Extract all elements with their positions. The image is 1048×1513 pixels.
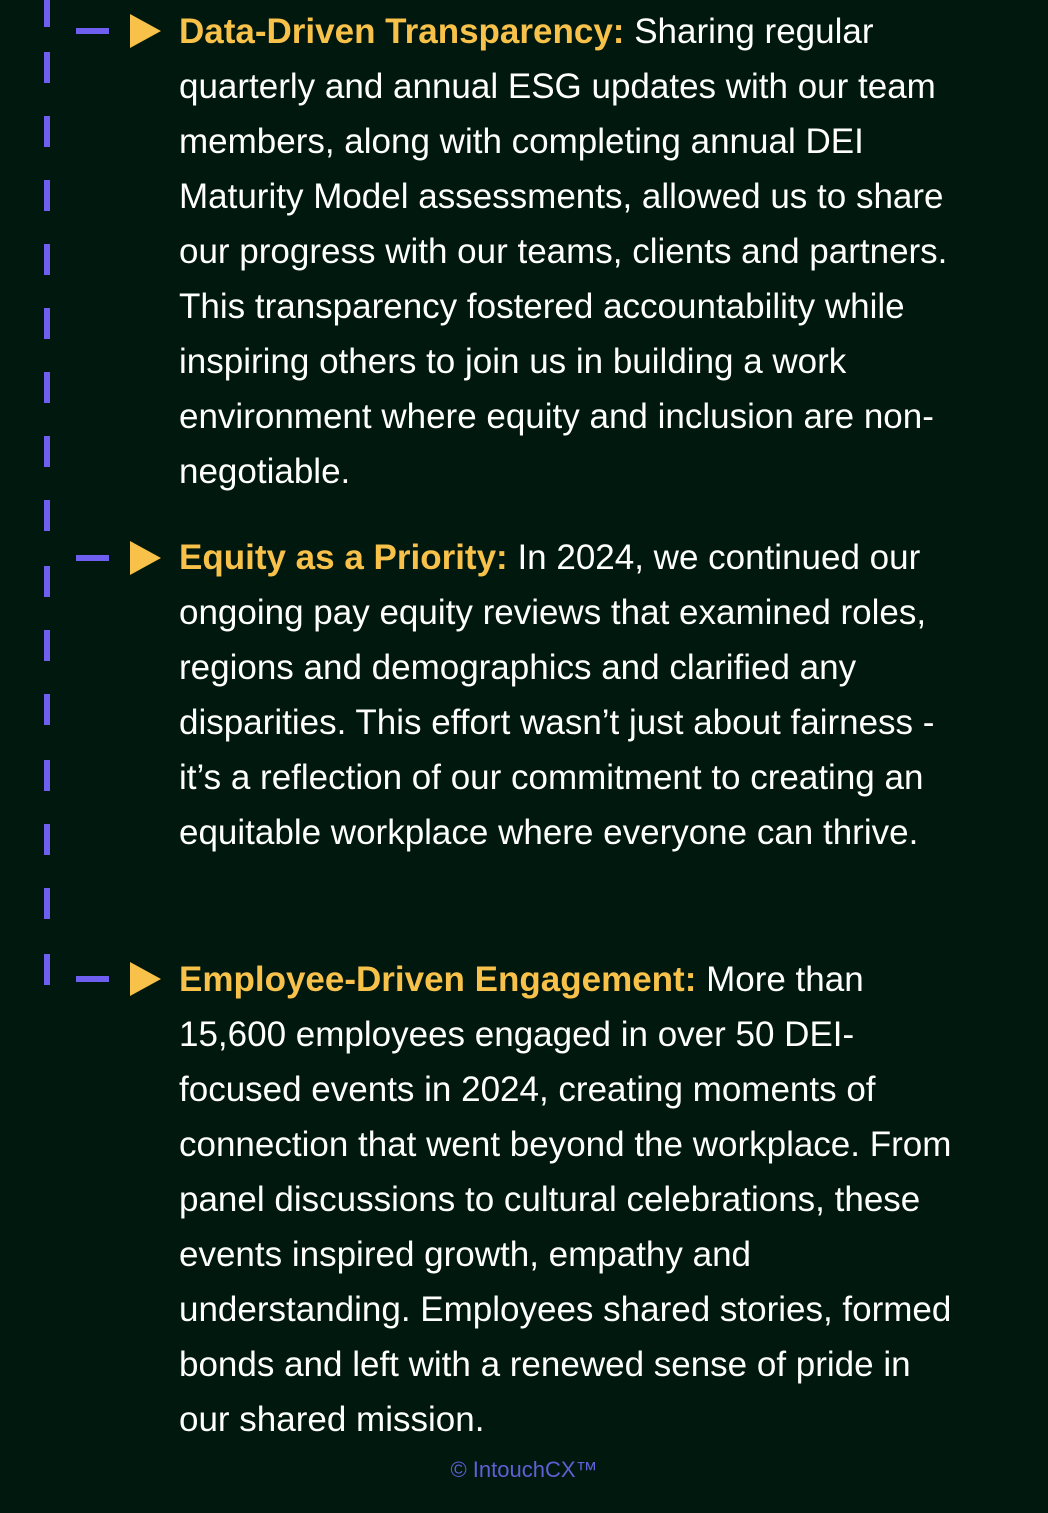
item-text: More than 15,600 employees engaged in over 50 DEI-focused events in 2024, creating moments of connection that went beyond the workplace. From panel discussions to cultural celebrations, these events inspired growth, empathy and understanding. Employees shared stories, formed bonds and left with a renewed sense of pride in our shared mission.	[179, 960, 952, 1439]
timeline-dash	[44, 308, 50, 339]
play-arrow-icon	[130, 541, 161, 575]
timeline-dash	[44, 52, 50, 83]
timeline-dash	[44, 116, 50, 147]
item-paragraph	[179, 530, 969, 860]
play-arrow-icon	[130, 14, 161, 48]
timeline-dash	[44, 630, 50, 661]
item-text: Sharing regular quarterly and annual ESG updates with our team members, along with completing annual DEI Maturity Model assessments, allowed us to share our progress with our teams, clients and partners. This transparency fostered accountability while inspiring others to join us in building a work environment where equity and inclusion are non-negotiable.	[179, 12, 948, 491]
timeline-dash	[44, 824, 50, 855]
item-label: Data-Driven Transparency:	[179, 12, 625, 51]
timeline-dash	[44, 500, 50, 531]
copyright-footer: © IntouchCX™	[450, 1457, 598, 1482]
timeline-dash	[44, 888, 50, 919]
timeline-dash	[44, 0, 50, 27]
item-text: In 2024, we continued our ongoing pay equity reviews that examined roles, regions and demographics and clarified any disparities. This effort wasn’t just about fairness - it’s a reflection of our commitment to creating an equitable workplace where everyone can thrive.	[179, 538, 935, 852]
timeline-dash	[44, 436, 50, 467]
timeline-connector	[76, 28, 109, 34]
timeline-dash	[44, 760, 50, 791]
timeline-dash	[44, 180, 50, 211]
timeline-dash	[44, 566, 50, 597]
timeline-connector	[76, 555, 109, 561]
timeline-connector	[76, 976, 109, 982]
play-arrow-icon	[130, 962, 161, 996]
item-paragraph	[179, 952, 969, 1447]
timeline-dash	[44, 694, 50, 725]
item-label: Equity as a Priority:	[179, 538, 508, 577]
timeline-dash	[44, 244, 50, 275]
timeline-dash	[44, 954, 50, 985]
timeline-dash	[44, 372, 50, 403]
item-paragraph	[179, 4, 969, 499]
item-label: Employee-Driven Engagement:	[179, 960, 697, 999]
